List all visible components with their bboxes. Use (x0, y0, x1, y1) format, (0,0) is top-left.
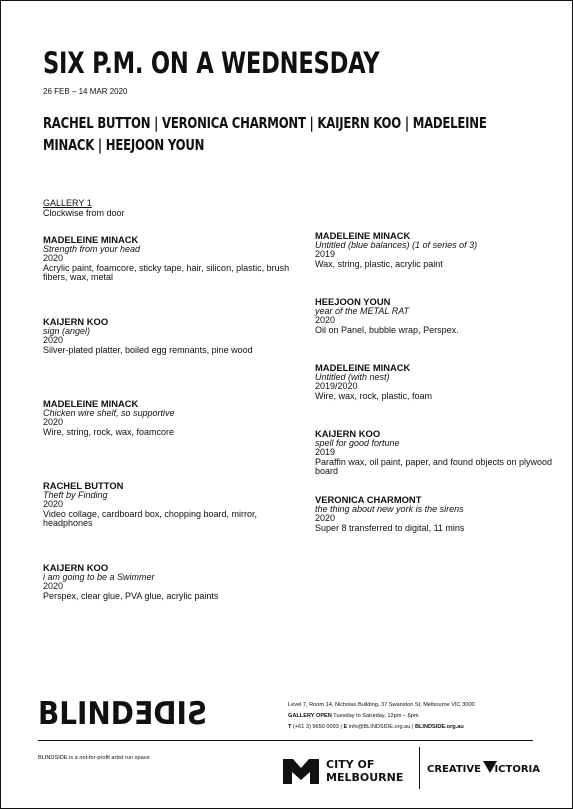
work-year: 2020 (315, 315, 336, 326)
work-medium: Paraffin wax, oil paint, paper, and found objects on plywood board (315, 456, 552, 477)
work-year: 2020 (315, 513, 336, 524)
address-line: Level 7, Room 14, Nicholas Building, 37 Swanston St, Melbourne VIC 3000 (288, 702, 475, 708)
logo-text-flipped: SIDE (133, 696, 207, 732)
city-of-melbourne-logo (282, 755, 410, 785)
not-for-profit-note: BLINDSIDE is a not-for-profit artist run space. (38, 755, 152, 761)
work-medium: Wire, wax, rock, plastic, foam (315, 390, 433, 401)
work-entry (43, 399, 293, 481)
victoria-v-triangle-icon (483, 761, 497, 773)
work-year: 2019 (315, 249, 336, 260)
work-title: sign (angel) (43, 325, 91, 336)
work-medium: Perspex, clear glue, PVA glue, acrylic paints (43, 590, 219, 601)
work-title: i am going to be a Swimmer (43, 571, 155, 582)
work-entry (315, 231, 555, 297)
work-title: year of the METAL RAT (315, 305, 410, 316)
work-artist: KAIJERN KOO (315, 428, 381, 439)
blindside-logo (38, 696, 207, 732)
work-entry (43, 563, 293, 645)
work-year: 2020 (43, 417, 64, 428)
work-year: 2020 (43, 581, 64, 592)
work-medium: Silver-plated platter, boiled egg remnants, pine wood (43, 344, 253, 355)
work-title: Chicken wire shelf, so supportive (43, 407, 175, 418)
work-title: Theft by Finding (43, 489, 108, 500)
work-title: Strength from your head (43, 243, 141, 254)
work-title: spell for good fortune (315, 437, 400, 448)
work-year: 2019 (315, 447, 336, 458)
email-label: E (343, 724, 348, 730)
email-address[interactable]: info@BLINDSIDE.org.au (348, 724, 411, 730)
opening-label: GALLERY OPEN (288, 713, 332, 719)
work-entry (43, 235, 293, 317)
contact-block (288, 700, 558, 733)
work-artist: HEEJOON YOUN (315, 296, 391, 307)
work-artist: KAIJERN KOO (43, 316, 109, 327)
artists-line: RACHEL BUTTON | VERONICA CHARMONT | KAIJERN KOO | MADELEINE MINACK | HEEJOON YOUN (43, 114, 487, 154)
work-entry (315, 495, 555, 561)
gallery-heading (43, 198, 125, 218)
footer-divider (38, 740, 533, 741)
work-artist: MADELEINE MINACK (315, 230, 411, 241)
work-medium: Video collage, cardboard box, chopping board, mirror, headphones (43, 508, 257, 529)
work-entry (43, 481, 293, 563)
city-of-melbourne-mark-icon (283, 759, 319, 784)
phone-label: T (288, 724, 292, 730)
city-logo-line1: CITY OF (326, 758, 375, 771)
work-medium: Wax, string, plastic, acrylic paint (315, 258, 443, 269)
website-link[interactable]: BLINDSIDE.org.au (414, 724, 464, 730)
cv-text-2: ICTORIA (494, 764, 540, 775)
opening-hours-line (288, 711, 558, 722)
gallery-label: GALLERY 1 (43, 198, 92, 208)
city-logo-line2: MELBOURNE (326, 771, 404, 784)
work-medium: Oil on Panel, bubble wrap, Perspex. (315, 324, 459, 335)
logo-divider (419, 747, 420, 789)
opening-hours: Tuesday to Saturday, 12pm – 6pm (333, 713, 419, 719)
contact-line: T (+61 3) 9650 0093 | E info@BLINDSIDE.org.au | BLINDSIDE.org.au (288, 724, 464, 730)
exhibition-dates: 26 FEB – 14 MAR 2020 (43, 87, 128, 96)
works-left-column (43, 235, 293, 645)
work-artist: MADELEINE MINACK (43, 234, 139, 245)
work-artist: KAIJERN KOO (43, 562, 109, 573)
work-year: 2020 (43, 253, 64, 264)
works-right-column (315, 231, 555, 561)
creative-victoria-logo (427, 763, 540, 775)
work-artist: MADELEINE MINACK (43, 398, 139, 409)
work-entry (43, 317, 293, 399)
gallery-subtitle: Clockwise from door (43, 208, 125, 218)
work-year: 2019/2020 (315, 381, 358, 392)
work-year: 2020 (43, 499, 64, 510)
work-medium: Super 8 transferred to digital, 11 mins (315, 522, 465, 533)
exhibition-title: SIX P.M. ON A WEDNESDAY (43, 46, 380, 80)
work-entry (315, 429, 555, 495)
work-artist: VERONICA CHARMONT (315, 494, 422, 505)
work-entry (315, 297, 555, 363)
cv-text-1: CREATIVE (427, 764, 481, 775)
work-title: the thing about new york is the sirens (315, 503, 464, 514)
work-artist: RACHEL BUTTON (43, 480, 124, 491)
work-title: Untitled (with nest) (315, 371, 390, 382)
work-title: Untitled (blue balances) (1 of series of 3) (315, 239, 478, 250)
logo-text-left: BLIND (38, 696, 134, 732)
work-artist: MADELEINE MINACK (315, 362, 411, 373)
phone-number: (+61 3) 9650 0093 (292, 724, 339, 730)
work-year: 2020 (43, 335, 64, 346)
work-medium: Wire, string, rock, wax, foamcore (43, 426, 175, 437)
work-entry (315, 363, 555, 429)
work-medium: Acrylic paint, foamcore, sticky tape, hair, silicon, plastic, brush fibers, wax, metal (43, 262, 290, 283)
